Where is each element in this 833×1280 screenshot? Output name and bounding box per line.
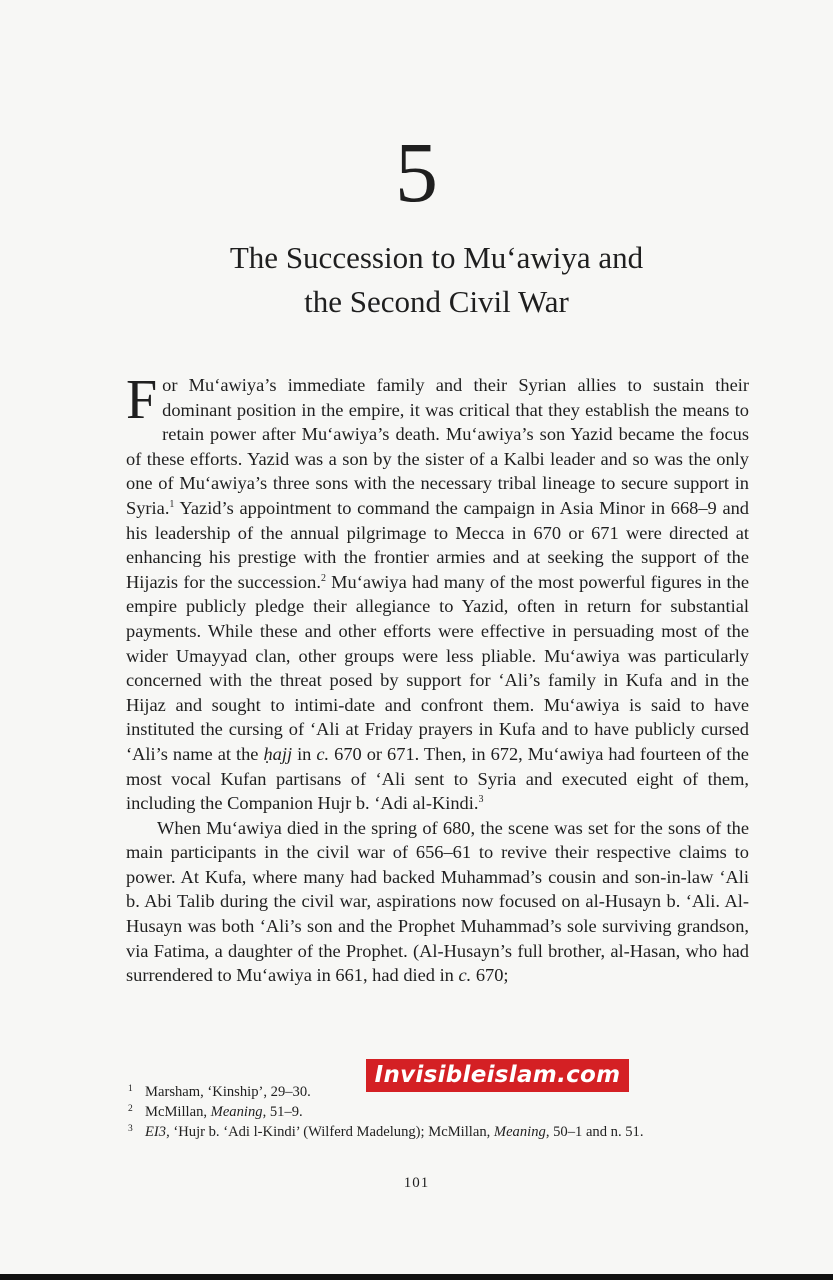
footnote-1 <box>128 1082 748 1102</box>
footnotes <box>128 1082 748 1142</box>
paragraph-1-text-a: For Mu‘awiya’s immediate family and their Syrian allies to sustain their dominant position in the empire, it was critical that they establish the means to retain power after Mu‘awiya’s death. Mu‘awiya’s son Yazid became the focus of these efforts. Yazid was a son by the sister of a Kalbi leader and so was the only one of Mu‘awiya’s three sons with the necessary tribal lineage to secure support in Syria. <box>126 369 749 518</box>
chapter-title <box>120 236 753 324</box>
chapter-number: 5 <box>395 124 438 220</box>
paragraph-2 <box>126 816 749 988</box>
chapter-title-line-1: The Succession to Mu‘awiya and <box>229 240 644 275</box>
body-text <box>126 369 749 988</box>
paragraph-1 <box>126 369 749 816</box>
bottom-border <box>0 1274 833 1280</box>
footnote-text-part: McMillan, <box>145 1104 211 1120</box>
footnote-italic: Meaning <box>493 1124 546 1140</box>
paragraph-2-text-a: When Mu‘awiya died in the spring of 680, the scene was set for the sons of the main participants in the civil war of 656–61 to revive their respective claims to power. At Kufa, where many had backed Muhammad’s cousin and son-in-law ‘Ali b. Abi Talib during the civil war, aspirations now focused on al-Husayn b. ‘Ali. Al-Husayn was both ‘Ali’s son and the Prophet Muhammad’s sole surviving grandson, via Fatima, a daughter of the Prophet. (Al-Husayn’s full brother, al-Hasan, who had surrendered to Mu‘awiya in 661, had died in <box>126 817 749 986</box>
footnote-text-part: , ‘Hujr b. ‘Adi l-Kindi’ (Wilferd Madelung); McMillan, <box>166 1124 494 1140</box>
footnote-text-part: Marsham, ‘Kinship’, 29–30. <box>145 1084 311 1100</box>
footnote-2 <box>128 1102 748 1122</box>
paragraph-1-text-c: Mu‘awiya had many of the most powerful figures in the empire publicly pledge their allegiance to Yazid, often in return for substantial payments. While these and other efforts were effective in persuading most of the wider Umayyad clan, other groups were less pliable. Mu‘awiya was particularly concerned with the threat posed by support for ‘Ali’s family in Kufa and in the Hijaz and sought to intimi-date and confront them. Mu‘awiya is said to have instituted the cursing of ‘Ali at Friday prayers in Kufa and to have publicly cursed ‘Ali’s name at the <box>126 571 749 764</box>
hajj-term: ḥajj <box>263 743 293 764</box>
circa-abbrev: c. <box>316 743 330 764</box>
paragraph-2-text-b: 670; <box>471 965 509 986</box>
circa-abbrev: c. <box>458 965 472 986</box>
footnote-ref-1: 1 <box>169 498 175 510</box>
footnote-ref-2: 2 <box>320 572 326 584</box>
paragraph-1-text-e: 670 or 671. Then, in 672, Mu‘awiya had fourteen of the most vocal Kufan partisans of ‘Ali sent to Syria and executed eight of them, including the Companion Hujr b. ‘Adi al-Kindi. <box>126 743 749 814</box>
footnote-text <box>145 1102 303 1122</box>
footnote-ref-3: 3 <box>478 793 484 805</box>
footnote-italic: Meaning <box>210 1104 263 1120</box>
footnote-text <box>145 1082 311 1102</box>
footnote-number: 3 <box>128 1124 133 1134</box>
paragraph-1-text-d: in <box>292 743 317 764</box>
footnote-text-part: , 50–1 and n. 51. <box>545 1124 644 1140</box>
footnote-3 <box>128 1122 748 1142</box>
page-number: 101 <box>403 1175 430 1191</box>
footnote-text <box>145 1122 644 1142</box>
footnote-text-part: , 51–9. <box>262 1104 303 1120</box>
footnote-number: 2 <box>128 1104 133 1114</box>
paragraph-1-text-b: Yazid’s appointment to command the campaign in Asia Minor in 668–9 and his leadership of the annual pilgrimage to Mecca in 670 or 671 were directed at enhancing his prestige with the frontier armies and at seeking the support of the Hijazis for the succession. <box>126 497 749 592</box>
footnote-number: 1 <box>128 1084 133 1094</box>
chapter-title-line-2: the Second Civil War <box>304 284 569 319</box>
footnote-italic: EI3 <box>145 1124 167 1140</box>
watermark-logo: Invisibleislam.com <box>366 1059 629 1092</box>
